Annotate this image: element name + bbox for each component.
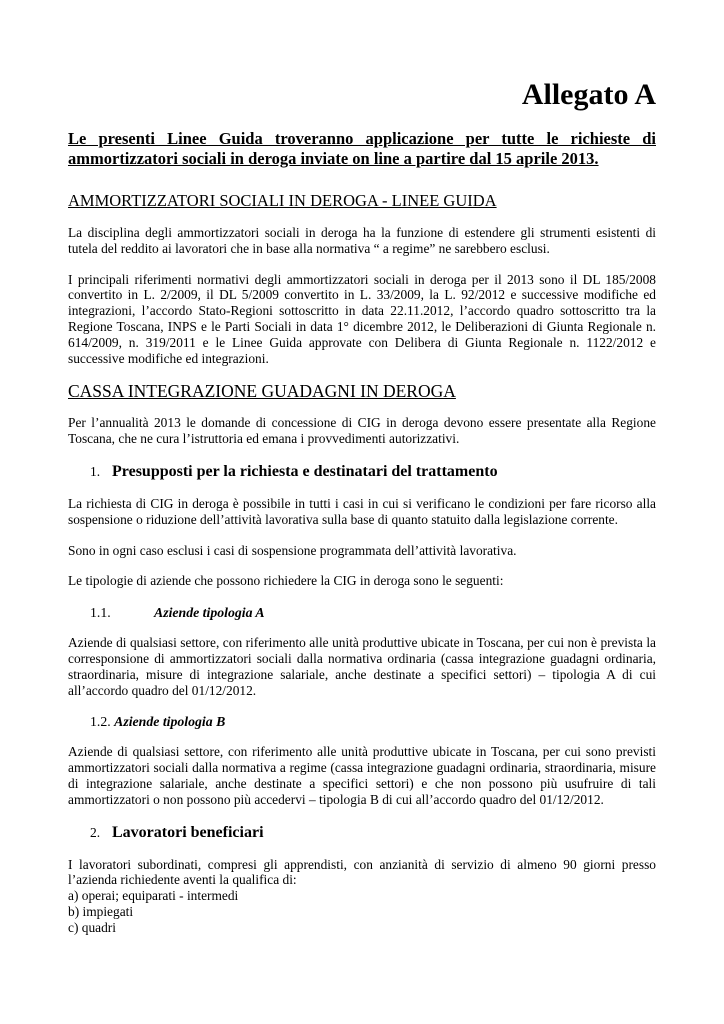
heading-number: 1. (90, 463, 101, 479)
subheading-label: Aziende tipologia A (154, 605, 265, 621)
paragraph-esclusi: Sono in ogni caso esclusi i casi di sospensione programmata dell’attività lavorativa. (68, 542, 517, 558)
document-page (68, 78, 656, 936)
paragraph-disciplina: La disciplina degli ammortizzatori sociali in deroga ha la funzione di estendere gli strumenti esistenti di tutela del reddito ai lavoratori che in base alla normativa “ a regime” ne sarebbero esclusi. (68, 225, 656, 256)
heading-presupposti (68, 462, 656, 482)
list-item: c) quadri (68, 919, 116, 935)
intro-notice: Le presenti Linee Guida troveranno applicazione per tutte le richieste di ammortizzatori sociali in deroga inviate on line a partire dal 15 aprile 2013. (68, 129, 656, 168)
list-item: a) operai; equiparati - intermedi (68, 888, 239, 904)
paragraph-tipologia-a: Aziende di qualsiasi settore, con riferimento alle unità produttive ubicate in Toscana, per cui non è prevista la corresponsione di ammortizzatori sociali dalla normativa ordinaria (cassa integrazione guadagni ordinaria, straordinaria, misure di integrazione salariale, anche destinate a specifici settori) – tipologia A di cui all’accordo quadro del 01/12/2012. (68, 635, 656, 698)
heading-label: Lavoratori beneficiari (112, 823, 264, 841)
paragraph-tipologie: Le tipologie di aziende che possono richiedere la CIG in deroga sono le seguenti: (68, 573, 504, 589)
qualifica-list (68, 888, 656, 935)
section-heading-linee-guida: AMMORTIZZATORI SOCIALI IN DEROGA - LINEE GUIDA (68, 191, 497, 210)
subheading-tipologia-a (68, 604, 656, 622)
subheading-label: Aziende tipologia B (114, 714, 226, 730)
document-title: Allegato A (521, 78, 656, 111)
subheading-tipologia-b (68, 713, 656, 731)
section-heading-cig: CASSA INTEGRAZIONE GUADAGNI IN DEROGA (68, 381, 456, 402)
heading-lavoratori (68, 823, 656, 843)
paragraph-tipologia-b: Aziende di qualsiasi settore, con riferimento alle unità produttive ubicate in Toscana, per cui sono previsti ammortizzatori sociali dalla normativa a regime (cassa integrazione guadagni ordinaria, straordinaria, misure di integrazione salariale, anche destinate a specifici settori) e che non possono più usufruire di tali ammortizzatori o non possono più accedervi – tipologia B di cui all’accordo quadro del 01/12/2012. (68, 744, 656, 807)
subheading-number: 1.2. (90, 714, 111, 730)
paragraph-richiesta-cig: La richiesta di CIG in deroga è possibile in tutti i casi in cui si verificano le condizioni per fare ricorso alla sospensione o riduzione dell’attività lavorativa sulla base di quanto statuito dalla legislazione corrente. (68, 495, 656, 527)
heading-label: Presupposti per la richiesta e destinatari del trattamento (112, 462, 498, 480)
paragraph-lavoratori: I lavoratori subordinati, compresi gli apprendisti, con anzianità di servizio di almeno 90 giorni presso l’azienda richiedente aventi la qualifica di: (68, 856, 656, 888)
heading-number: 2. (90, 824, 101, 840)
paragraph-riferimenti-normativi: I principali riferimenti normativi degli ammortizzatori sociali in deroga per il 2013 sono il DL 185/2008 convertito in L. 2/2009, il DL 5/2009 convertito in L. 33/2009, la L. 92/2012 e successive modifiche ed integrazioni, l’accordo Stato-Regioni sottoscritto in data 22.11.2012, l’accordo quadro sottoscritto tra la Regione Toscana, INPS e le Parti Sociali in data 1° dicembre 2012, le Deliberazioni di Giunta Regionale n. 614/2009, n. 319/2011 e le Linee Guida approvate con Delibera di Giunta Regionale n. 1122/2012 e successive modifiche ed integrazioni. (68, 271, 656, 366)
subheading-number: 1.1. (90, 605, 111, 621)
list-item: b) impiegati (68, 903, 134, 919)
paragraph-annualita: Per l’annualità 2013 le domande di concessione di CIG in deroga devono essere presentate alla Regione Toscana, che ne cura l’istruttoria ed emana i provvedimenti autorizzativi. (68, 415, 656, 447)
